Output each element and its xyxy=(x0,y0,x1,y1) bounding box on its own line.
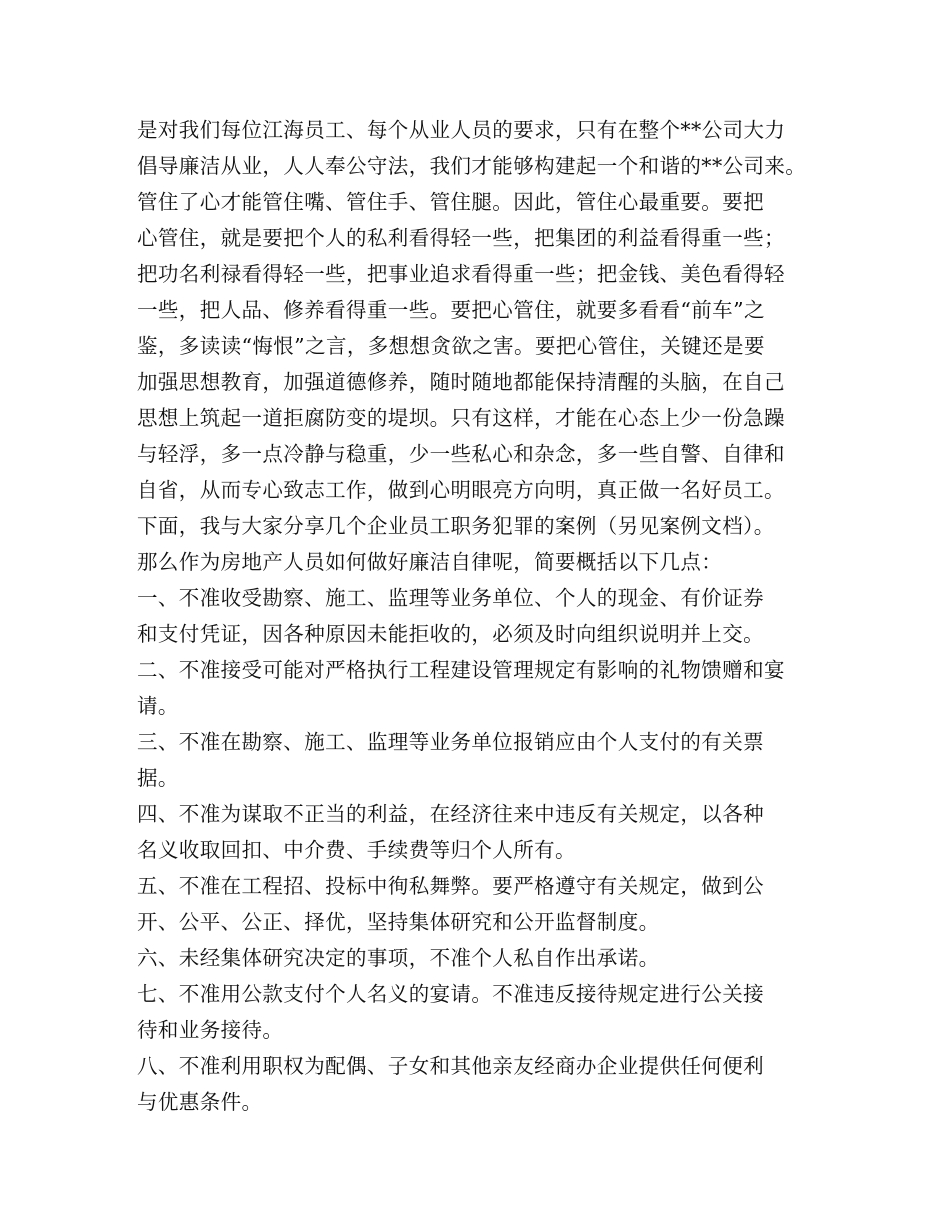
text-line: 思想上筑起一道拒腐防变的堤坝。只有这样，才能在心态上少一份急躁 xyxy=(137,406,785,430)
text-line: 八、不准利用职权为配偶、子女和其他亲友经商办企业提供任何便利 xyxy=(137,1054,764,1078)
text-line: 四、不准为谋取不正当的利益，在经济往来中违反有关规定，以各种 xyxy=(137,802,764,826)
text-line: 一、不准收受勘察、施工、监理等业务单位、个人的现金、有价证券 xyxy=(137,586,764,610)
text-line: 名义收取回扣、中介费、手续费等归个人所有。 xyxy=(137,838,576,862)
text-line: 一些，把人品、修养看得重一些。要把心管住，就要多看看“前车”之 xyxy=(137,298,765,322)
text-line: 待和业务接待。 xyxy=(137,1018,284,1042)
text-line: 五、不准在工程招、投标中徇私舞弊。要严格遵守有关规定，做到公 xyxy=(137,874,764,898)
text-line: 把功名利禄看得轻一些，把事业追求看得重一些；把金钱、美色看得轻 xyxy=(137,262,785,286)
text-line: 开、公平、公正、择优，坚持集体研究和公开监督制度。 xyxy=(137,910,660,934)
text-line: 管住了心才能管住嘴、管住手、管住腿。因此，管住心最重要。要把 xyxy=(137,190,764,214)
text-line: 三、不准在勘察、施工、监理等业务单位报销应由个人支付的有关票 xyxy=(137,730,764,754)
text-line: 与轻浮，多一点冷静与稳重，少一些私心和杂念，多一些自警、自律和 xyxy=(137,442,785,466)
text-line: 七、不准用公款支付个人名义的宴请。不准违反接待规定进行公关接 xyxy=(137,982,764,1006)
text-line: 与优惠条件。 xyxy=(137,1090,263,1114)
text-line: 下面，我与大家分享几个企业员工职务犯罪的案例（另见案例文档）。 xyxy=(137,514,775,538)
text-line: 鉴，多读读“悔恨”之言，多想想贪欲之害。要把心管住，关键还是要 xyxy=(137,334,765,358)
text-line: 自省，从而专心致志工作，做到心明眼亮方向明，真正做一名好员工。 xyxy=(137,478,785,502)
text-line: 和支付凭证，因各种原因未能拒收的，必须及时向组织说明并上交。 xyxy=(137,622,764,646)
text-line: 加强思想教育，加强道德修养，随时随地都能保持清醒的头脑，在自己 xyxy=(137,370,785,394)
text-line: 那么作为房地产人员如何做好廉洁自律呢，简要概括以下几点： xyxy=(137,550,723,574)
text-line: 是对我们每位江海员工、每个从业人员的要求，只有在整个**公司大力 xyxy=(137,118,786,142)
text-line: 据。 xyxy=(137,766,179,790)
text-line: 请。 xyxy=(137,694,179,718)
text-line: 六、未经集体研究决定的事项，不准个人私自作出承诺。 xyxy=(137,946,660,970)
text-line: 倡导廉洁从业，人人奉公守法，我们才能够构建起一个和谐的**公司来。 xyxy=(137,154,807,178)
text-line: 心管住，就是要把个人的私利看得轻一些，把集团的利益看得重一些； xyxy=(137,226,785,250)
text-line: 二、不准接受可能对严格执行工程建设管理规定有影响的礼物馈赠和宴 xyxy=(137,658,785,682)
